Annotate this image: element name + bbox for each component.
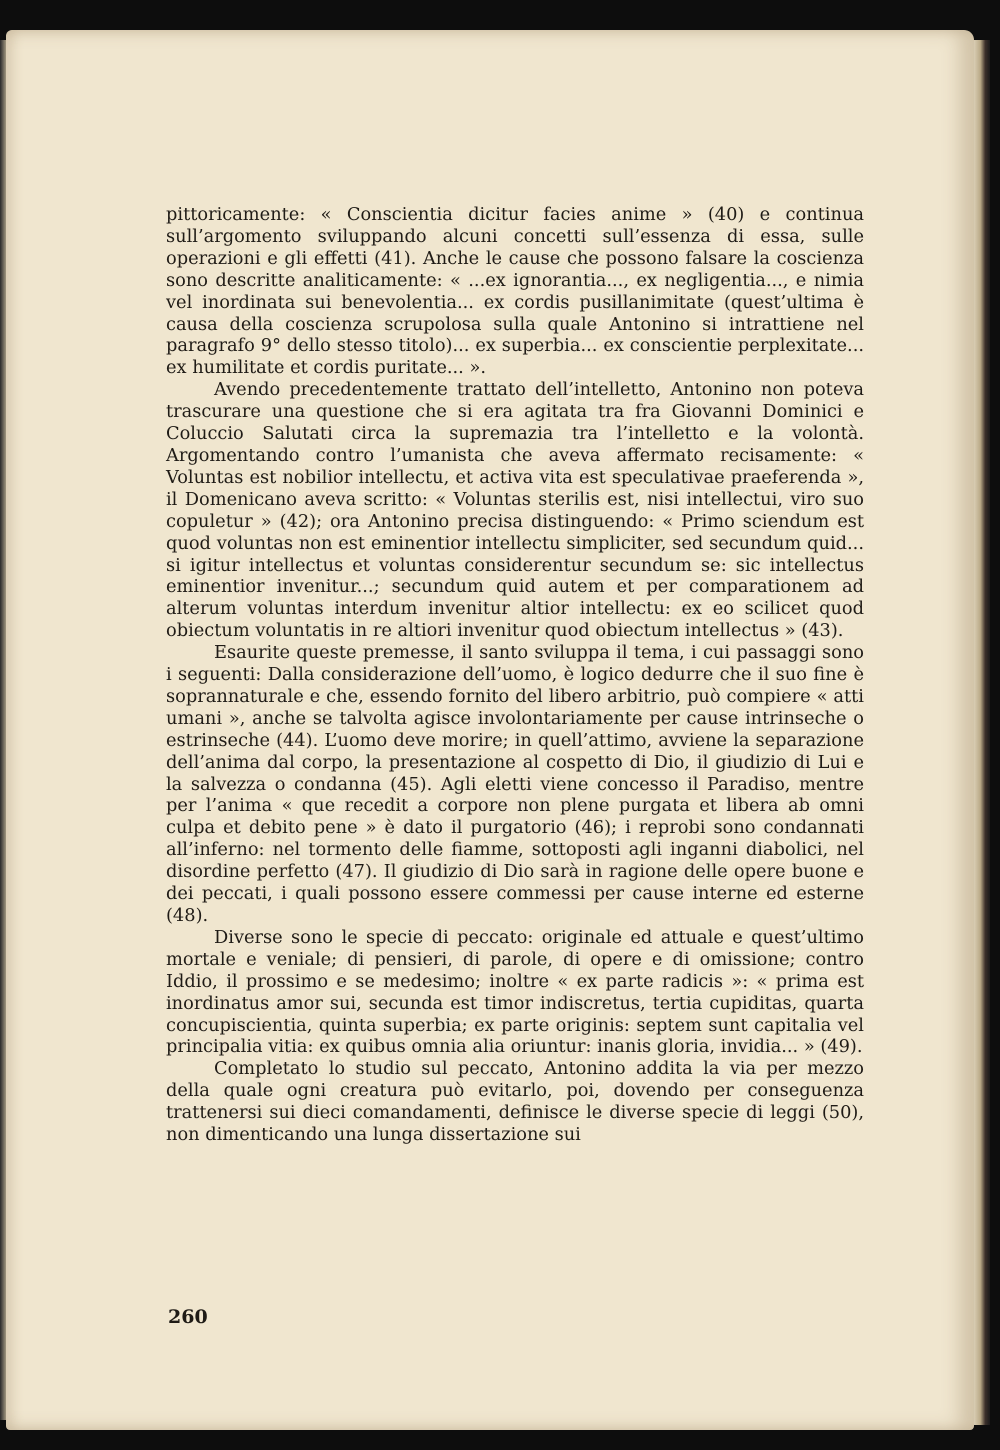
body-text bbox=[166, 204, 864, 1146]
page-number: 260 bbox=[168, 1306, 208, 1328]
paragraph-5: Completato lo studio sul peccato, Antonino addita la via per mezzo della quale ogni creatura può evitarlo, poi, dovendo per conseguenza trattenersi sui dieci comandamenti, definisce le diverse specie di leggi (50), non dimenticando una lunga dissertazione sui bbox=[166, 1058, 864, 1146]
paragraph-3: Esaurite queste premesse, il santo sviluppa il tema, i cui passaggi sono i seguenti: Dalla considerazione dell’uomo, è logico dedurre che il suo fine è soprannaturale e che, essendo fornito del libero arbitrio, può compiere « atti umani », anche se talvolta agisce involontariamente per cause intrinseche o estrinseche (44). L’uomo deve morire; in quell’attimo, avviene la separazione dell’anima dal corpo, la presentazione al cospetto di Dio, il giudizio di Lui e la salvezza o condanna (45). Agli eletti viene concesso il Paradiso, mentre per l’anima « que recedit a corpore non plene purgata et libera ab omni culpa et debito pene » è dato il purgatorio (46); i reprobi sono condannati all’inferno: nel tormento delle fiamme, sottoposti agli inganni diabolici, nel disordine perfetto (47). Il giudizio di Dio sarà in ragione delle opere buone e dei peccati, i quali possono essere commessi per cause interne ed esterne (48). bbox=[166, 642, 864, 926]
paragraph-1: pittoricamente: « Conscientia dicitur facies anime » (40) e continua sull’argomento sviluppando alcuni concetti sull’essenza di essa, sulle operazioni e gli effetti (41). Anche le cause che possono falsare la coscienza sono descritte analiticamente: « ...ex ignorantia..., ex negligentia..., e nimia vel inordinata sui benevolentia... ex cordis pusillanimitate (quest’ultima è causa della coscienza scrupolosa sulla quale Antonino si intrattiene nel paragrafo 9° dello stesso titolo)... ex superbia... ex conscientie perplexitate... ex humilitate et cordis puritate... ». bbox=[166, 204, 864, 379]
paragraph-4: Diverse sono le specie di peccato: originale ed attuale e quest’ultimo mortale e veniale; di pensieri, di parole, di opere e di omissione; contro Iddio, il prossimo e se medesimo; inoltre « ex parte radicis »: « prima est inordinatus amor sui, secunda est timor indiscretus, tertia cupiditas, quarta concupiscientia, quinta superbia; ex parte originis: septem sunt capitalia vel principalia vitia: ex quibus omnia alia oriuntur: inanis gloria, invidia... » (49). bbox=[166, 926, 864, 1058]
paragraph-2: Avendo precedentemente trattato dell’intelletto, Antonino non poteva trascurare una questione che si era agitata tra fra Giovanni Dominici e Coluccio Salutati circa la supremazia tra l’intelletto e la volontà. Argomentando contro l’umanista che aveva affermato recisamente: « Voluntas est nobilior intellectu, et activa vita est speculativae praeferenda », il Domenicano aveva scritto: « Voluntas sterilis est, nisi intellectui, viro suo copuletur » (42); ora Antonino precisa distinguendo: « Primo sciendum est quod voluntas non est eminentior intellectu simpliciter, sed secundum quid... si igitur intellectus et voluntas considerentur secundum se: sic intellectus eminentior invenitur...; secundum quid autem et per comparationem ad alterum voluntas interdum invenitur altior intellectu: ex eo scilicet quod obiectum voluntatis in re altiori invenitur quod obiectum intellectus » (43). bbox=[166, 379, 864, 642]
book-page-edges bbox=[974, 40, 990, 1425]
